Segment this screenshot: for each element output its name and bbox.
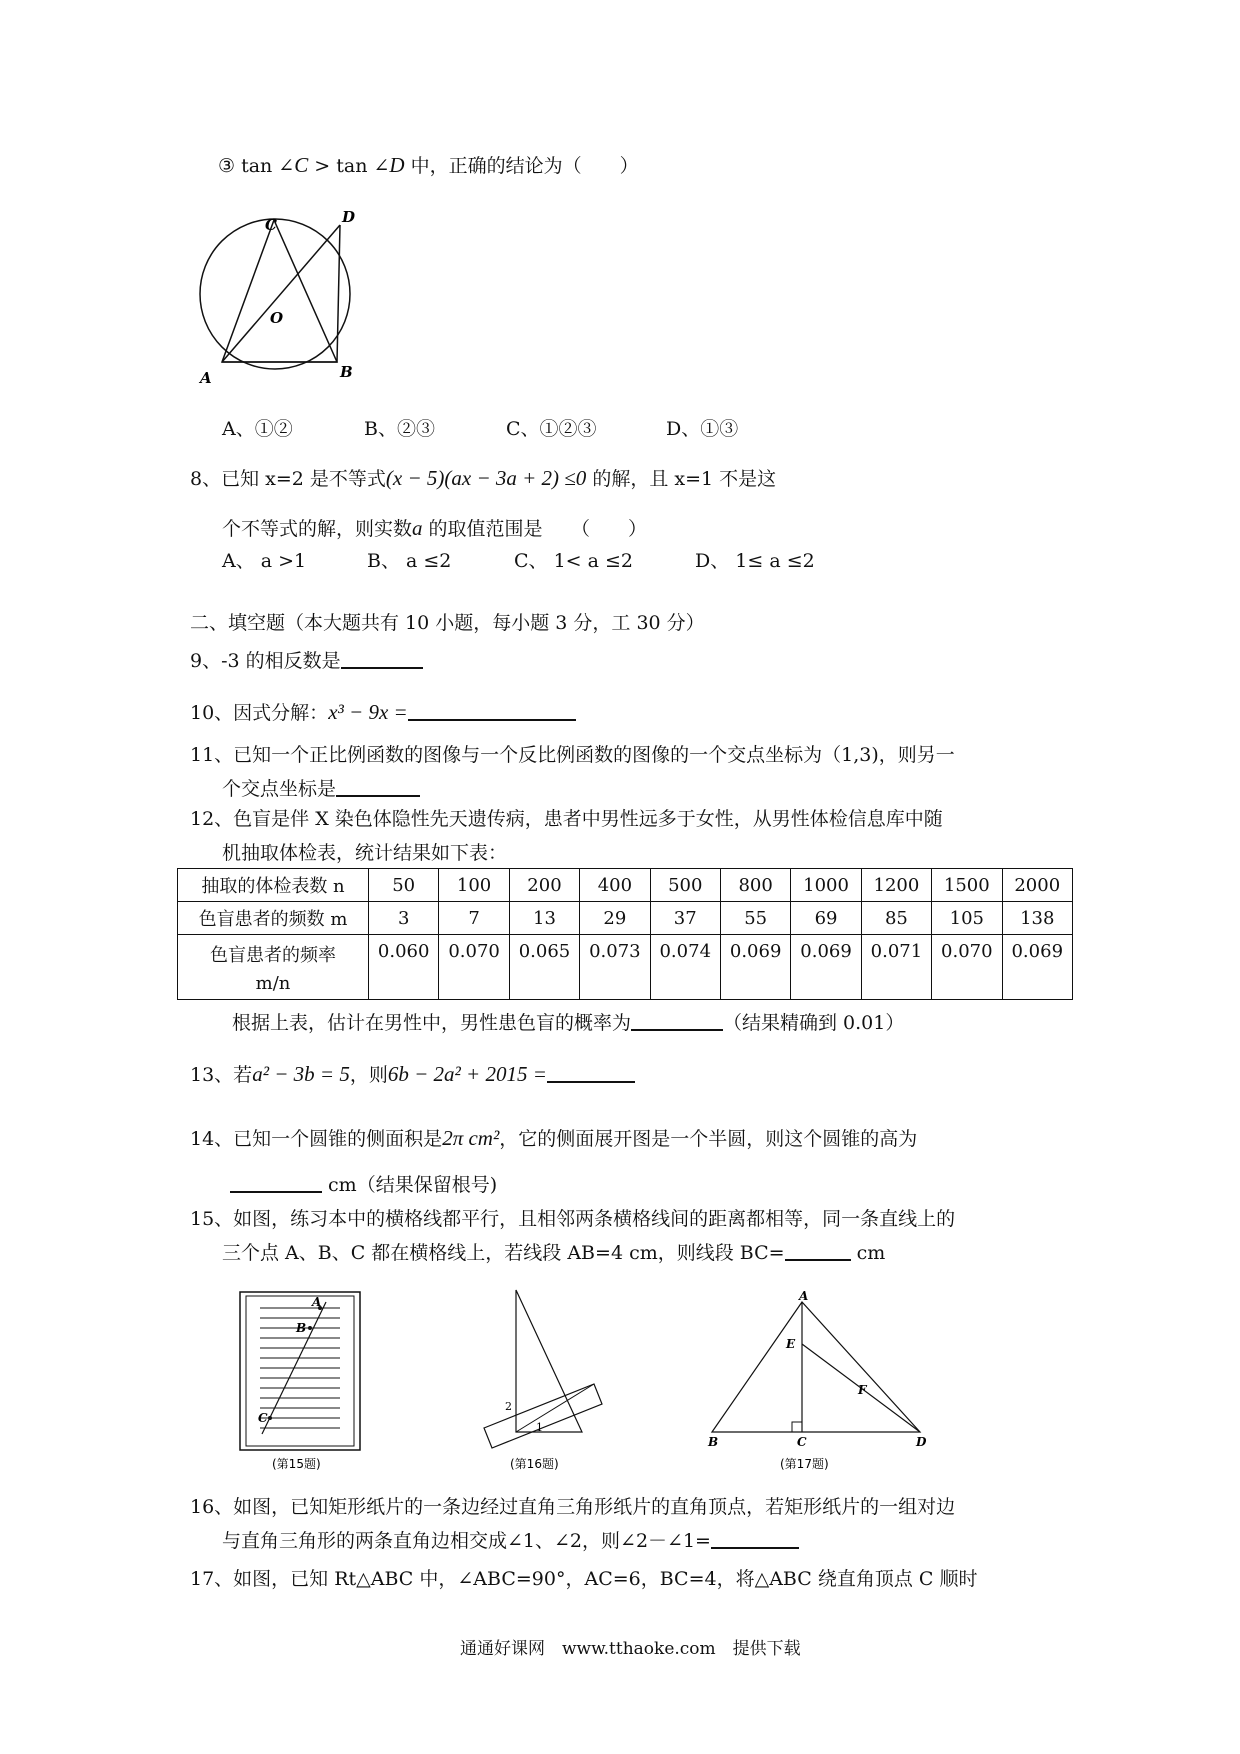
q8-line-1: 8、已知 x=2 是不等式(x − 5)(ax − 3a + 2) ≤0 的解，且 x=1 不是这 [190, 466, 777, 490]
q7-option-d: D、①③ [666, 418, 739, 440]
answer-blank [341, 651, 423, 669]
svg-text:A: A [799, 1289, 809, 1303]
table-cell: 500 [650, 869, 720, 902]
svg-text:1: 1 [536, 1421, 543, 1434]
table-cell: 100 [439, 869, 509, 902]
table-cell: 2000 [1002, 869, 1072, 902]
table-cell: 1200 [861, 869, 931, 902]
table-cell: 200 [509, 869, 579, 902]
q11-line-1: 11、已知一个正比例函数的图像与一个反比例函数的图像的一个交点坐标为（1,3)，则另一 [190, 744, 955, 766]
table-cell: 1000 [791, 869, 861, 902]
label-c: C [265, 216, 277, 234]
q7-statement-3: ③ tan ∠C > tan ∠D 中，正确的结论为（ ） [218, 153, 639, 177]
table-row [178, 902, 1073, 935]
table-row-header: 色盲患者的频率 m/n [178, 935, 369, 1000]
svg-text:E: E [786, 1337, 796, 1351]
table-row-header: 抽取的体检表数 n [178, 869, 369, 902]
table-cell: 0.060 [369, 935, 439, 1000]
q17-line-1: 17、如图，已知 Rt△ABC 中，∠ABC=90°，AC=6，BC=4，将△ABC 绕直角顶点 C 顺时 [190, 1568, 978, 1590]
table-row-header: 色盲患者的频数 m [178, 902, 369, 935]
q7-option-c: C、①②③ [506, 418, 597, 440]
answer-blank [711, 1531, 799, 1549]
q8-option-b: B、 a ≤2 [367, 550, 452, 572]
table-cell: 0.074 [650, 935, 720, 1000]
table-cell: 138 [1002, 902, 1072, 935]
q7-option-a: A、①② [222, 418, 293, 440]
table-cell: 37 [650, 902, 720, 935]
q8-line-2: 个不等式的解，则实数a 的取值范围是 （ ） [222, 516, 648, 540]
table-cell: 13 [509, 902, 579, 935]
q15-line-2: 三个点 A、B、C 都在横格线上，若线段 AB=4 cm，则线段 BC= cm [222, 1242, 886, 1264]
table-cell: 800 [720, 869, 790, 902]
q7-circle-figure [190, 200, 370, 390]
figure-17-caption: (第17题) [780, 1457, 829, 1471]
svg-text:A: A [312, 1295, 322, 1309]
q16-line-1: 16、如图，已知矩形纸片的一条边经过直角三角形纸片的直角顶点，若矩形纸片的一组对边 [190, 1496, 956, 1518]
section-2-title: 二、填空题（本大题共有 10 小题，每小题 3 分，工 30 分） [190, 612, 705, 634]
q15-line-1: 15、如图，练习本中的横格线都平行，且相邻两条横格线间的距离都相等，同一条直线上的 [190, 1208, 956, 1230]
table-cell: 0.069 [791, 935, 861, 1000]
svg-text:2: 2 [505, 1400, 512, 1413]
table-cell: 1500 [932, 869, 1002, 902]
q7-option-b: B、②③ [364, 418, 435, 440]
q8-option-d: D、 1≤ a ≤2 [695, 550, 815, 572]
svg-text:D: D [916, 1435, 927, 1449]
q12-statistics-table [177, 868, 1073, 1000]
label-o: O [270, 309, 284, 327]
table-cell: 0.069 [1002, 935, 1072, 1000]
svg-text:B: B [708, 1435, 719, 1449]
table-cell: 50 [369, 869, 439, 902]
table-cell: 85 [861, 902, 931, 935]
figure-15-caption: (第15题) [272, 1457, 321, 1471]
table-row [178, 935, 1073, 1000]
q12-line-2: 机抽取体检表，统计结果如下表： [222, 842, 508, 864]
q13: 13、若a² − 3b = 5，则6b − 2a² + 2015 = [190, 1062, 635, 1087]
q16-line-2: 与直角三角形的两条直角边相交成∠1、∠2，则∠2－∠1= [222, 1530, 799, 1553]
table-cell: 0.070 [439, 935, 509, 1000]
table-cell: 0.069 [720, 935, 790, 1000]
q11-line-2: 个交点坐标是 [222, 778, 420, 801]
figure-16-caption: (第16题) [510, 1457, 559, 1471]
answer-blank [336, 779, 420, 797]
q8-option-a: A、 a >1 [222, 550, 307, 572]
table-cell: 105 [932, 902, 1002, 935]
table-cell: 0.065 [509, 935, 579, 1000]
table-cell: 69 [791, 902, 861, 935]
answer-blank [230, 1175, 322, 1193]
label-a: A [200, 369, 212, 387]
label-d: D [342, 208, 356, 226]
figure-17-triangle [700, 1286, 940, 1476]
q10: 10、因式分解：x³ − 9x = [190, 700, 576, 725]
table-cell: 0.070 [932, 935, 1002, 1000]
svg-text:C: C [258, 1411, 268, 1425]
label-b: B [340, 363, 353, 381]
table-cell: 7 [439, 902, 509, 935]
answer-blank [631, 1013, 723, 1031]
table-cell: 55 [720, 902, 790, 935]
q12-line-1: 12、色盲是伴 X 染色体隐性先天遗传病，患者中男性远多于女性，从男性体检信息库中随 [190, 808, 943, 830]
q14-line-1: 14、已知一个圆锥的侧面积是2π cm²，它的侧面展开图是一个半圆，则这个圆锥的高为 [190, 1126, 918, 1150]
page-footer: 通通好课网 www.tthaoke.com 提供下载 [460, 1639, 801, 1659]
answer-blank [408, 703, 576, 721]
table-row [178, 869, 1073, 902]
figure-16-triangle-strip [470, 1286, 620, 1476]
table-cell: 0.071 [861, 935, 931, 1000]
table-cell: 0.073 [580, 935, 650, 1000]
table-cell: 3 [369, 902, 439, 935]
svg-text:F: F [858, 1383, 867, 1397]
table-cell: 29 [580, 902, 650, 935]
svg-text:C: C [797, 1435, 807, 1449]
answer-blank [547, 1065, 635, 1083]
q14-line-2: cm（结果保留根号) [230, 1174, 497, 1197]
svg-text:B: B [296, 1321, 307, 1335]
table-cell: 400 [580, 869, 650, 902]
q8-option-c: C、 1< a ≤2 [514, 550, 634, 572]
q12-estimate: 根据上表，估计在男性中，男性患色盲的概率为 （结果精确到 0.01） [232, 1012, 905, 1034]
answer-blank [785, 1243, 851, 1261]
figure-15-notebook [232, 1286, 392, 1476]
q9: 9、-3 的相反数是 [190, 650, 423, 673]
